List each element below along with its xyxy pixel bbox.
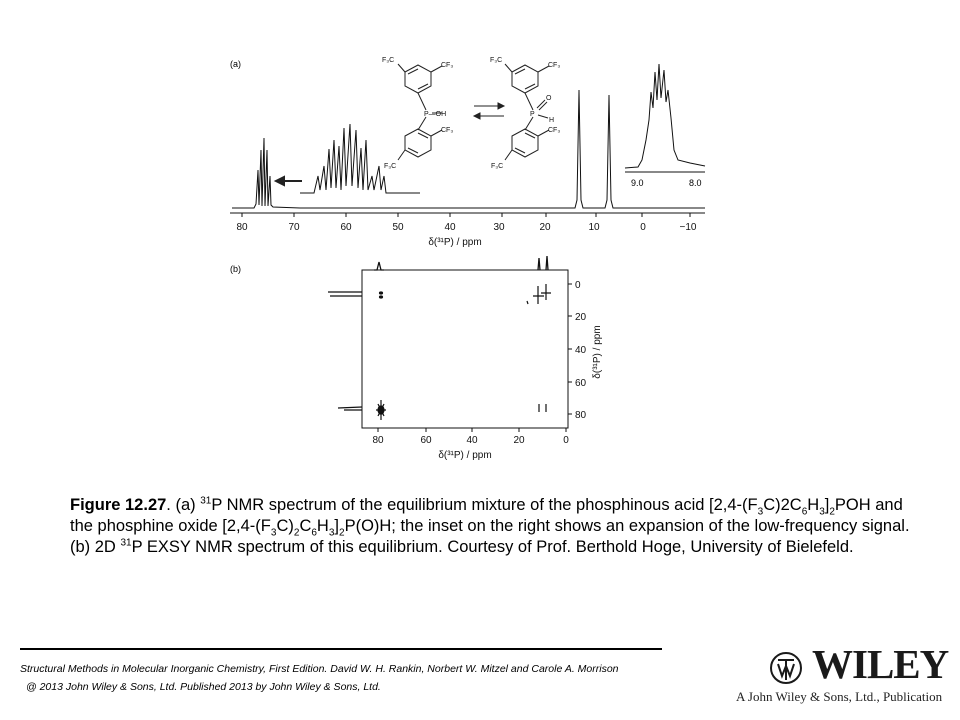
- axis-a-tick: 60: [340, 222, 352, 233]
- axis-b-y-tick: 60: [575, 378, 587, 389]
- axis-a-tick: 40: [444, 222, 456, 233]
- axis-a-tick: 0: [640, 222, 646, 233]
- axis-b-y-tick: 80: [575, 410, 587, 421]
- wiley-tagline: A John Wiley & Sons, Ltd., Publication: [736, 689, 943, 704]
- axis-a: [230, 213, 705, 217]
- axis-a-tick: 50: [392, 222, 404, 233]
- axis-b-x-tick: 0: [563, 435, 569, 446]
- wiley-emblem-icon: [771, 653, 801, 683]
- group-cf3-bottom-left: CF₃: [441, 127, 454, 134]
- axis-b-x-tick: 20: [513, 435, 525, 446]
- structure-phosphine-oxide: [505, 64, 549, 160]
- axis-b-y-tick: 20: [575, 312, 587, 323]
- caption-text: P(O)H; the inset on the right shows an expansion of the low-frequency signal. (b) 2D: [70, 517, 910, 556]
- caption-text: C)2C: [763, 496, 802, 514]
- caption-sub: 3: [328, 527, 335, 539]
- equilibrium-arrows-icon: [474, 103, 504, 119]
- caption-sub: 2: [339, 527, 345, 539]
- axis-b-y-tick: 0: [575, 280, 581, 291]
- caption-text: P EXSY NMR spectrum of this equilibrium. Courtesy of Prof. Berthold Hoge, University of Bielefeld.: [131, 538, 854, 556]
- group-cf3-top-left: CF₃: [441, 62, 454, 69]
- caption-sup: 31: [200, 495, 212, 507]
- footer-divider: [20, 648, 662, 650]
- axis-b-y: [568, 284, 572, 414]
- wiley-wordmark: WILEY: [812, 641, 949, 687]
- peak-multiplet-left: [232, 138, 300, 208]
- caption-text: H: [807, 496, 820, 514]
- caption-figure-number: Figure 12.27: [70, 496, 167, 514]
- caption-sub: 2: [829, 506, 835, 518]
- group-poh: P—OH: [424, 111, 447, 118]
- inset-tick-8: 8.0: [689, 178, 702, 188]
- caption-sub: 3: [270, 527, 277, 539]
- axis-a-tick: 80: [236, 222, 248, 233]
- group-f3c-top-left: F₃C: [382, 57, 395, 64]
- footer-citation: [20, 660, 619, 696]
- inset-low-frequency-signal: [625, 64, 705, 168]
- exsy-cross-peaks: [376, 284, 551, 420]
- axis-a-tick: 30: [493, 222, 505, 233]
- axis-b-x-tick: 40: [466, 435, 478, 446]
- group-cf3-top-right: CF₃: [548, 62, 561, 69]
- caption-sub: 6: [311, 527, 317, 539]
- axis-b-y-label: δ(³¹P) / ppm: [592, 325, 603, 379]
- caption-sub: 3: [757, 506, 764, 518]
- group-cf3-bottom-right: CF₃: [548, 127, 561, 134]
- group-f3c-bottom-right: F₃C: [491, 163, 504, 170]
- caption-text: ]: [824, 496, 830, 514]
- axis-a-tick: 70: [288, 222, 300, 233]
- panel-a-label: (a): [230, 59, 241, 69]
- axis-a-tick: −10: [679, 222, 697, 233]
- axis-b-x-tick: 60: [420, 435, 432, 446]
- figure-caption: [70, 495, 930, 558]
- caption-sup: 31: [120, 537, 132, 549]
- caption-text: C: [299, 517, 312, 535]
- group-hydride: H: [549, 117, 555, 124]
- caption-text: C): [276, 517, 294, 535]
- group-f3c-top-right: F₃C: [490, 57, 503, 64]
- footer-line-2: @ 2013 John Wiley & Sons, Ltd. Published 2013 by John Wiley & Sons, Ltd.: [26, 681, 381, 693]
- exsy-plot-frame: [362, 270, 568, 428]
- axis-a-tick: 20: [539, 222, 551, 233]
- panel-b-label: (b): [230, 264, 241, 274]
- group-oxo: O: [546, 95, 552, 102]
- group-f3c-bottom-left: F₃C: [384, 163, 397, 170]
- exsy-projections: [328, 256, 548, 410]
- axis-b-x-tick: 80: [372, 435, 384, 446]
- axis-b-x: [378, 428, 566, 432]
- inset-tick-9: 9.0: [631, 178, 644, 188]
- caption-text: ]: [334, 517, 339, 535]
- axis-a-label: δ(³¹P) / ppm: [428, 237, 482, 248]
- caption-sub: 6: [801, 506, 808, 518]
- caption-sub: 3: [819, 506, 825, 518]
- caption-text: P NMR spectrum of the equilibrium mixture of the phosphinous acid [2,4-(F: [211, 496, 758, 514]
- axis-b-y-tick: 40: [575, 345, 587, 356]
- caption-text: . (a): [166, 496, 201, 514]
- axis-a-tick: 10: [588, 222, 600, 233]
- caption-sub: 2: [293, 527, 300, 539]
- expansion-left-multiplet: [300, 124, 420, 193]
- group-phosphorus: P: [530, 111, 535, 118]
- caption-text: POH and the phosphine oxide [2,4-(F: [70, 496, 903, 535]
- arrow-left-icon: [276, 177, 302, 185]
- axis-b-x-label: δ(³¹P) / ppm: [438, 450, 492, 461]
- footer-line-1: Structural Methods in Molecular Inorganic Chemistry, First Edition. David W. H. Rankin, Norbert W. Mitzel and Carole A. Morrison: [20, 663, 619, 675]
- caption-text: H: [316, 517, 329, 535]
